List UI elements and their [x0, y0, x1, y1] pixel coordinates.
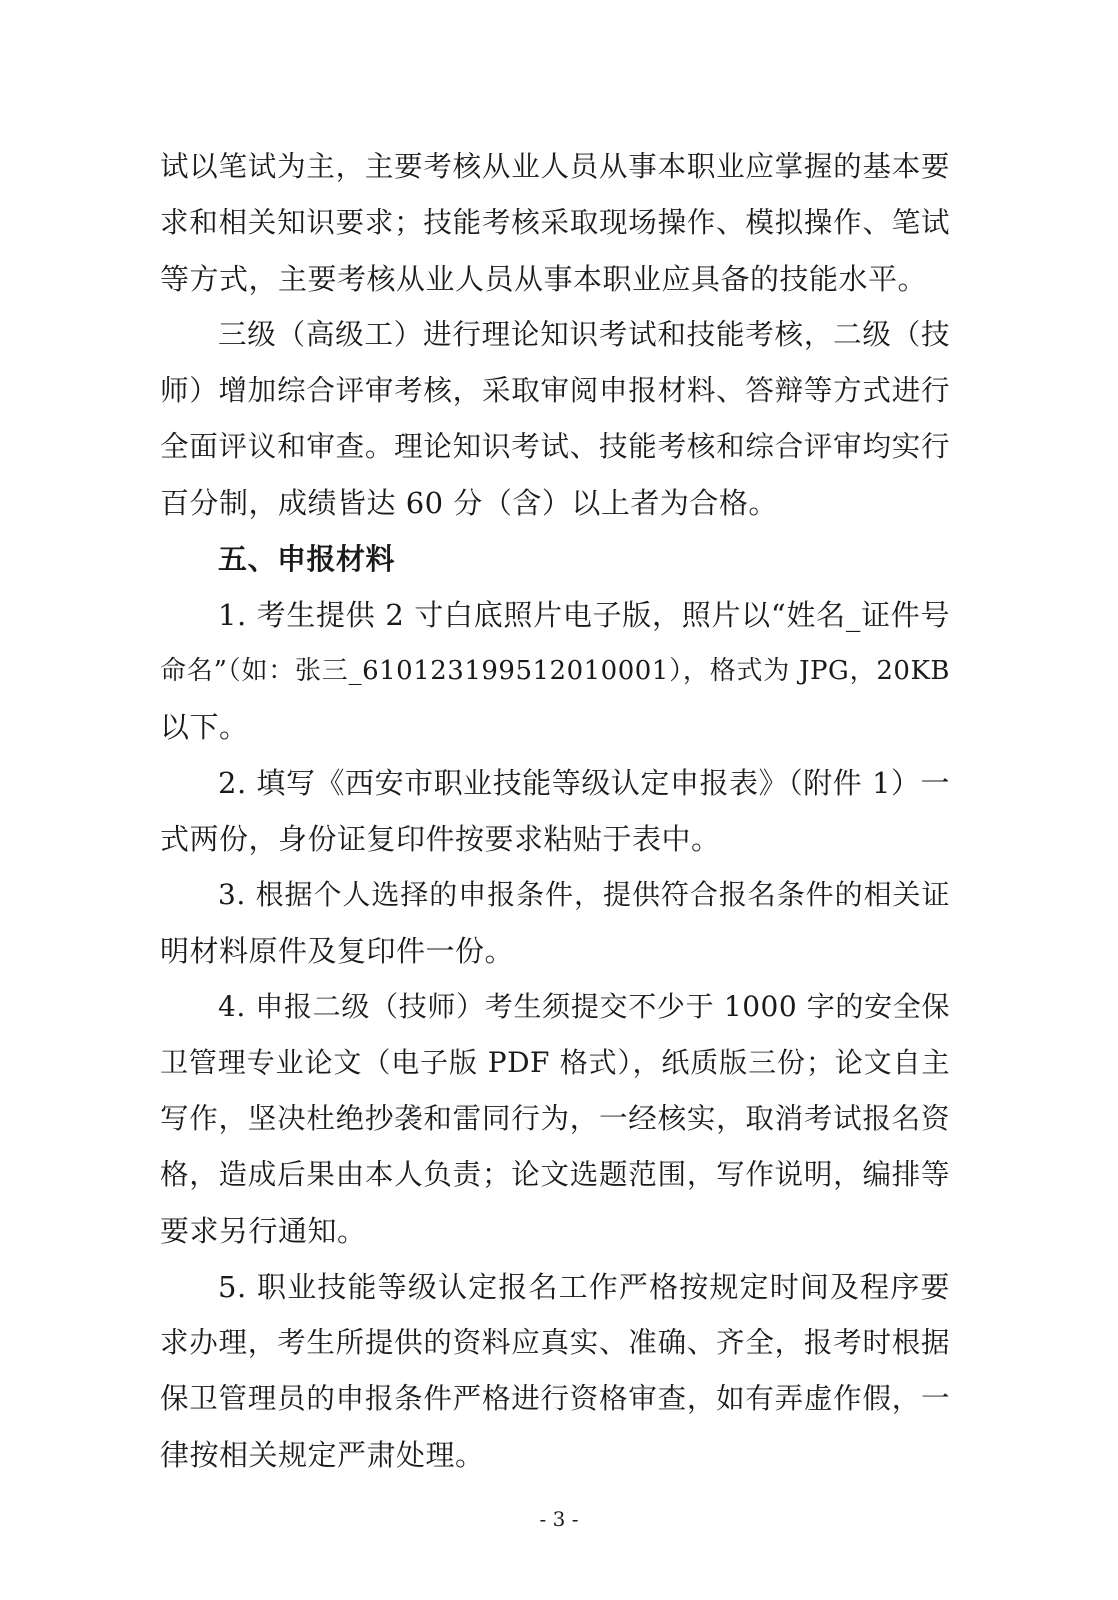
paragraph-line: 命名”（如：张三_610123199512010001），格式为 JPG，20KB — [160, 656, 950, 686]
paragraph-line: 求和相关知识要求；技能考核采取现场操作、模拟操作、笔试 — [160, 206, 950, 239]
paragraph-line: 等方式，主要考核从业人员从事本职业应具备的技能水平。 — [160, 262, 928, 296]
paragraph-line: 卫管理专业论文（电子版 PDF 格式），纸质版三份；论文自主 — [160, 1046, 950, 1079]
section-heading: 五、申报材料 — [218, 542, 396, 576]
paragraph-line: 2. 填写《西安市职业技能等级认定申报表》（附件 1）一 — [218, 766, 950, 800]
paragraph-line: 1. 考生提供 2 寸白底照片电子版，照片以“姓名_证件号 — [218, 598, 950, 632]
paragraph-line: 律按相关规定严肃处理。 — [160, 1438, 485, 1472]
paragraph-line: 格，造成后果由本人负责；论文选题范围，写作说明，编排等 — [160, 1158, 950, 1191]
paragraph-line: 试以笔试为主，主要考核从业人员从事本职业应掌握的基本要 — [160, 150, 950, 183]
paragraph-line: 全面评议和审查。理论知识考试、技能考核和综合评审均实行 — [160, 430, 950, 463]
paragraph-line: 5. 职业技能等级认定报名工作严格按规定时间及程序要 — [218, 1270, 950, 1304]
paragraph-line: 求办理，考生所提供的资料应真实、准确、齐全，报考时根据 — [160, 1326, 950, 1359]
page-number: - 3 - — [539, 1507, 579, 1531]
paragraph-line: 保卫管理员的申报条件严格进行资格审查，如有弄虚作假，一 — [160, 1382, 950, 1415]
paragraph-line: 三级（高级工）进行理论知识考试和技能考核，二级（技 — [218, 318, 950, 351]
paragraph-line: 式两份，身份证复印件按要求粘贴于表中。 — [160, 822, 721, 856]
paragraph-line: 以下。 — [160, 710, 249, 744]
paragraph-line: 明材料原件及复印件一份。 — [160, 934, 515, 968]
paragraph-line: 写作，坚决杜绝抄袭和雷同行为，一经核实，取消考试报名资 — [160, 1102, 950, 1135]
paragraph-line: 师）增加综合评审考核，采取审阅申报材料、答辩等方式进行 — [160, 374, 950, 407]
paragraph-line: 百分制，成绩皆达 60 分（含）以上者为合格。 — [160, 486, 778, 520]
paragraph-line: 4. 申报二级（技师）考生须提交不少于 1000 字的安全保 — [218, 990, 950, 1023]
paragraph-line: 3. 根据个人选择的申报条件，提供符合报名条件的相关证 — [218, 878, 950, 911]
paragraph-line: 要求另行通知。 — [160, 1214, 367, 1248]
